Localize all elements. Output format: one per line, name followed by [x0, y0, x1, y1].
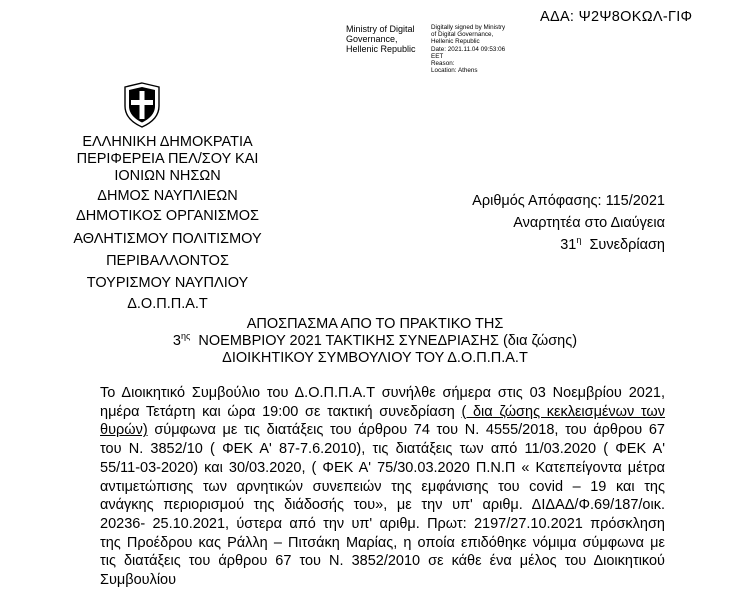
body-line: 55/11-03-2020) και 30/03.2020, ( ΦΕΚ Α' 75/30.03.2020 Π.Ν.Π « Κατεπείγοντα μέτρα	[100, 459, 665, 476]
header-line: ΕΛΛΗΝΙΚΗ ΔΗΜΟΚΡΑΤΙΑ	[82, 134, 253, 150]
body-line: τις διατάξεις του άρθρου 67 του Ν. 3852/2010 σε κάθε ένα μέλος του Διοικητικού	[100, 553, 665, 570]
document-title	[0, 316, 750, 367]
body-line: της Προέδρου κας Ράλλη – Πιτσάκη Μαρίας, η οποία επιδόθηκε νόμιμα σύμφωνα με	[100, 534, 665, 551]
signature-detail-line: Date: 2021.11.04 09:53:06	[431, 45, 506, 53]
decision-posting: Αναρτητέα στο Διαύγεια	[513, 215, 665, 231]
header-line: ΙΟΝΙΩΝ ΝΗΣΩΝ	[114, 168, 221, 184]
signature-signer	[346, 24, 416, 54]
body-line: αντιμετώπισης των αρνητικών συνεπειών της εμφάνισης του covid – 19 και της	[100, 478, 665, 495]
title-line-1: ΑΠΟΣΠΑΣΜΑ ΑΠΟ ΤΟ ΠΡΑΚΤΙΚΟ ΤΗΣ	[246, 316, 504, 332]
header-line: ΑΘΛΗΤΙΣΜΟΥ ΠΟΛΙΤΙΣΜΟΥ	[73, 231, 262, 247]
body-underlined: ( δια ζώσης κεκλεισμένων των	[461, 403, 666, 420]
title-day-ordinal: ης	[181, 331, 191, 342]
signature-detail-line: Digitally signed by Ministry	[431, 24, 506, 31]
header-line: ΔΗΜΟΤΙΚΟΣ ΟΡΓΑΝΙΣΜΟΣ	[76, 208, 259, 224]
body-line	[100, 421, 665, 440]
signature-detail-line: of Digital Governance,	[431, 31, 494, 39]
ada-code: ΑΔΑ: Ψ2Ψ8ΟΚΩΛ-ΓΙΦ	[540, 9, 693, 25]
coat-of-arms-icon	[122, 82, 162, 128]
body-line	[100, 403, 665, 422]
title-date-rest: ΝΟΕΜΒΡΙΟΥ 2021 ΤΑΚΤΙΚΗΣ ΣΥΝΕΔΡΙΑΣΗΣ (δια ζώσης)	[198, 333, 578, 349]
signature-detail-line: EET	[431, 52, 444, 60]
signature-signer-line: Ministry of Digital	[346, 24, 415, 34]
header-line: ΠΕΡΙΦΕΡΕΙΑ ΠΕΛ/ΣΟΥ ΚΑΙ	[76, 151, 259, 167]
issuer-header	[40, 134, 295, 312]
body-paragraph	[100, 384, 665, 590]
signature-signer-line: Hellenic Republic	[346, 44, 416, 54]
session-number: 31	[560, 237, 577, 253]
header-line: ΠΕΡΙΒΑΛΛΟΝΤΟΣ	[106, 253, 229, 269]
signature-detail-line: Reason:	[431, 60, 455, 68]
body-line: Συμβουλίου	[100, 572, 177, 589]
signature-detail-line: Location: Athens	[431, 67, 478, 75]
signature-details	[431, 24, 505, 74]
header-line: ΔΗΜΟΣ ΝΑΥΠΛΙΕΩΝ	[97, 188, 238, 204]
title-line-2	[0, 333, 750, 350]
title-line-3: ΔΙΟΙΚΗΤΙΚΟΥ ΣΥΜΒΟΥΛΙΟΥ ΤΟΥ Δ.Ο.Π.Π.Α.Τ	[222, 350, 528, 366]
header-line: Δ.Ο.Π.Π.Α.Τ	[127, 296, 208, 312]
decision-session	[472, 234, 665, 256]
session-word: Συνεδρίαση	[589, 237, 665, 253]
body-line: Το Διοικητικό Συμβούλιο του Δ.Ο.Π.Π.Α.Τ συνήλθε σήμερα στις 03 Νοεμβρίου 2021,	[100, 385, 665, 401]
body-text: σύμφωνα με τις διατάξεις του άρθρου 74 του Ν. 4555/2018, του άρθρου 67	[154, 422, 665, 439]
signature-signer-line: Governance,	[346, 34, 398, 44]
decision-info	[472, 190, 665, 256]
signature-detail-line: Hellenic Republic	[431, 38, 480, 46]
coat-of-arms-emblem	[122, 82, 162, 128]
body-line: του Ν. 3852/10 ( ΦΕΚ Α' 87-7.6.2010), τις διατάξεις των από 11/03.2020 ( ΦΕΚ Α'	[100, 441, 665, 458]
decision-number: Αριθμός Απόφασης: 115/2021	[472, 193, 665, 209]
body-underlined: θυρών)	[100, 422, 148, 439]
session-ordinal: η	[576, 235, 582, 246]
body-line: 20236- 25.10.2021, ύστερα από την υπ' αριθμ. Πρωτ: 2197/27.10.2021 πρόσκληση	[100, 515, 665, 532]
body-line: ανάγκης περιορισμού της διάδοσής του», με την υπ' αριθμ. ΔΙΔΑΔ/Φ.69/187/οικ.	[100, 497, 665, 514]
title-day: 3	[172, 333, 181, 349]
body-text: ημέρα Τετάρτη και ώρα 19:00 σε τακτική συνεδρίαση	[100, 403, 455, 420]
header-line: ΤΟΥΡΙΣΜΟΥ ΝΑΥΠΛΙΟΥ	[86, 275, 249, 291]
